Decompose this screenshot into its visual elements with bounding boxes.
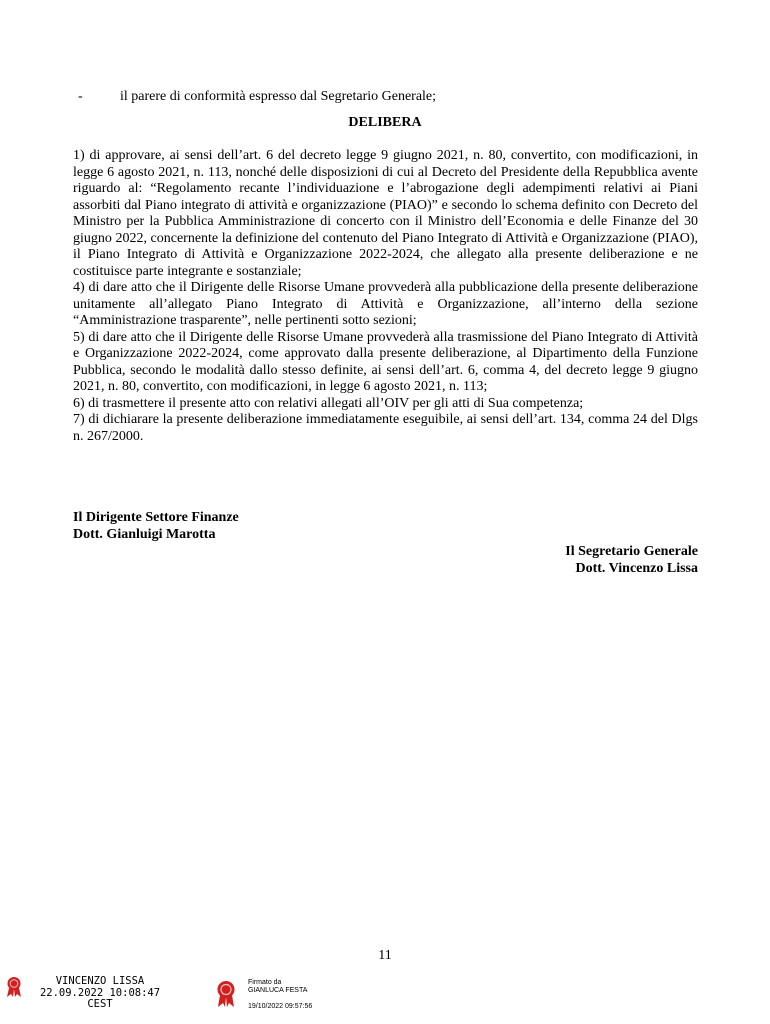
resolution-body	[73, 148, 698, 445]
resolution-paragraph-6: 6) di trasmettere il presente atto con relativi allegati all’OIV per gli atti di Sua competenza;	[73, 395, 584, 411]
seal-icon	[215, 980, 237, 1008]
signatory-title: Il Dirigente Settore Finanze	[73, 510, 239, 525]
signature-datetime: 22.09.2022 10:08:47 CEST	[39, 986, 161, 1010]
resolution-paragraph-4: 4) di dare atto che il Dirigente delle Risorse Umane provvederà alla pubblicazione della presente deliberazione unitamente all’allegato Piano Integrato di Attività e Organizzazione, all’interno della sezione “Amministrazione trasparente”, nelle pertinenti sotto sezioni;	[73, 280, 698, 328]
signer-name: VINCENZO LISSA	[55, 975, 145, 987]
signature-label: Firmato da	[248, 979, 282, 986]
signatory-title: Il Segretario Generale	[565, 544, 698, 559]
digital-signature-2	[248, 979, 312, 1011]
section-heading: DELIBERA	[348, 115, 422, 130]
signature-block-left	[73, 509, 239, 543]
bullet-text: il parere di conformità espresso dal Segretario Generale;	[120, 89, 437, 104]
seal-icon	[5, 976, 23, 998]
digital-signature-1	[30, 976, 170, 1011]
signatory-name: Dott. Gianluigi Marotta	[73, 527, 216, 542]
resolution-paragraph-7: 7) di dichiarare la presente deliberazione immediatamente eseguibile, ai sensi dell’art. 134, comma 24 del Dlgs n. 267/2000.	[73, 412, 698, 444]
signer-name: GIANLUCA FESTA	[248, 987, 308, 994]
bullet-dash: -	[78, 89, 83, 104]
resolution-paragraph-1: 1) di approvare, ai sensi dell’art. 6 del decreto legge 9 giugno 2021, n. 80, convertito, con modificazioni, in legge 6 agosto 2021, n. 113, nonché delle disposizioni di cui al Decreto del Presidente della Repubblica avente riguardo al: “Regolamento recante l’individuazione e l’abrogazione degli adempimenti relativi ai Piani assorbiti dal Piano integrato di attività e organizzazione (PIAO)” e secondo lo schema definito con Decreto del Ministro per la Pubblica Amministrazione di concerto con il Ministro dell’Economia e delle Finanze del 30 giugno 2022, concernente la definizione del contenuto del Piano Integrato di Attività e Organizzazione (PIAO), il Piano Integrato di Attività e Organizzazione 2022-2024, che allegato alla presente deliberazione e ne costituisce parte integrante e sostanziale;	[73, 148, 698, 279]
signature-block-right	[565, 543, 698, 577]
signature-datetime: 19/10/2022 09:57:56	[248, 1003, 313, 1010]
signatory-name: Dott. Vincenzo Lissa	[575, 561, 698, 576]
page-number: 11	[378, 948, 392, 963]
resolution-paragraph-5: 5) di dare atto che il Dirigente delle Risorse Umane provvederà alla trasmissione del Piano Integrato di Attività e Organizzazione 2022-2024, come approvato dalla presente deliberazione, al Dipartimento della Funzione Pubblica, secondo le modalità dallo stesso definite, ai sensi dell’art. 6, comma 4, del decreto legge 9 giugno 2021, n. 80, convertito, con modificazioni, in legge 6 agosto 2021, n. 113;	[73, 329, 698, 394]
